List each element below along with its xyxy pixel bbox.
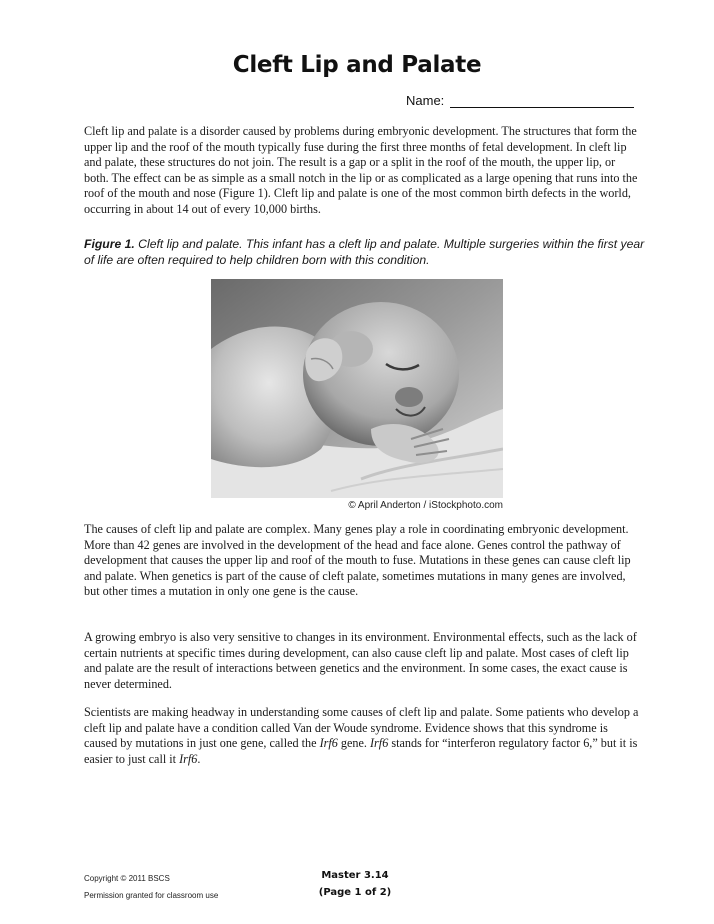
master-number: Master 3.14 — [321, 870, 389, 881]
name-label: Name: — [406, 93, 445, 108]
page-indicator: (Page 1 of 2) — [318, 887, 392, 898]
intro-paragraph: Cleft lip and palate is a disorder caused by problems during embryonic development. The structures that form the upper lip and the roof of the mouth typically fuse during the first three months of fetal development. In cleft lip and palate, these structures do not join. The result is a gap or a split in the roof of the mouth, the upper lip, or both. The effect can be as simple as a small notch in the lip or as complicated as a large opening that runs into the roof of the mouth and nose (Figure 1). Cleft lip and palate is one of the most common birth defects in the world, occurring in about 14 out of every 10,000 births. — [84, 124, 638, 216]
photo-credit: © April Anderton / iStockphoto.com — [348, 500, 503, 511]
figure-caption-text: Cleft lip and palate. This infant has a cleft lip and palate. Multiple surgeries within the first year of life are often required to help children born with this condition. — [84, 237, 645, 267]
footer-copyright — [84, 870, 218, 904]
gene-name-3: Irf6 — [179, 751, 198, 766]
irf6-text-c: stands for “interferon regulatory factor 6,” but it is easier to just call it — [84, 736, 638, 766]
irf6-text-a: Scientists are making headway in understanding some causes of cleft lip and palate. Some patients who develop a cleft lip and palate have a condition called Van der Woude syndrome. Evidence shows that this syndrome is caused by mutations in just one gene, called the — [84, 705, 639, 751]
page-title: Cleft Lip and Palate — [232, 52, 482, 78]
name-field — [406, 93, 634, 108]
figure-label: Figure 1. — [84, 237, 135, 251]
copyright-text: Copyright © 2011 BSCS — [84, 874, 170, 883]
name-blank-line[interactable] — [450, 95, 634, 108]
irf6-text-b: gene. — [337, 736, 370, 751]
permission-text: Permission granted for classroom use — [84, 891, 219, 900]
environment-paragraph: A growing embryo is also very sensitive to changes in its environment. Environmental effects, such as the lack of certain nutrients at specific times during development, can also cause cleft lip and palate. Most cases of cleft lip and palate are the result of interactions between genetics and the environment. In some cases, the exact cause is never determined. — [84, 630, 637, 691]
footer-master — [300, 867, 410, 901]
gene-name-2: Irf6 — [370, 736, 389, 751]
irf6-text-d: . — [197, 751, 201, 766]
causes-paragraph: The causes of cleft lip and palate are complex. Many genes play a role in coordinating embryonic development. More than 42 genes are involved in the development of the head and face alone. Genes control the pathway of development that causes the upper lip and roof of the mouth to fuse. Mutations in these genes can cause cleft lip and palate. When genetics is part of the cause of cleft palate, sometimes mutations in many genes are involved, but other times a mutation in only one gene is the cause. — [84, 522, 631, 599]
figure-caption — [84, 236, 654, 268]
gene-name-1: Irf6 — [319, 736, 338, 751]
infant-photo — [211, 279, 503, 498]
irf6-paragraph — [84, 705, 640, 767]
